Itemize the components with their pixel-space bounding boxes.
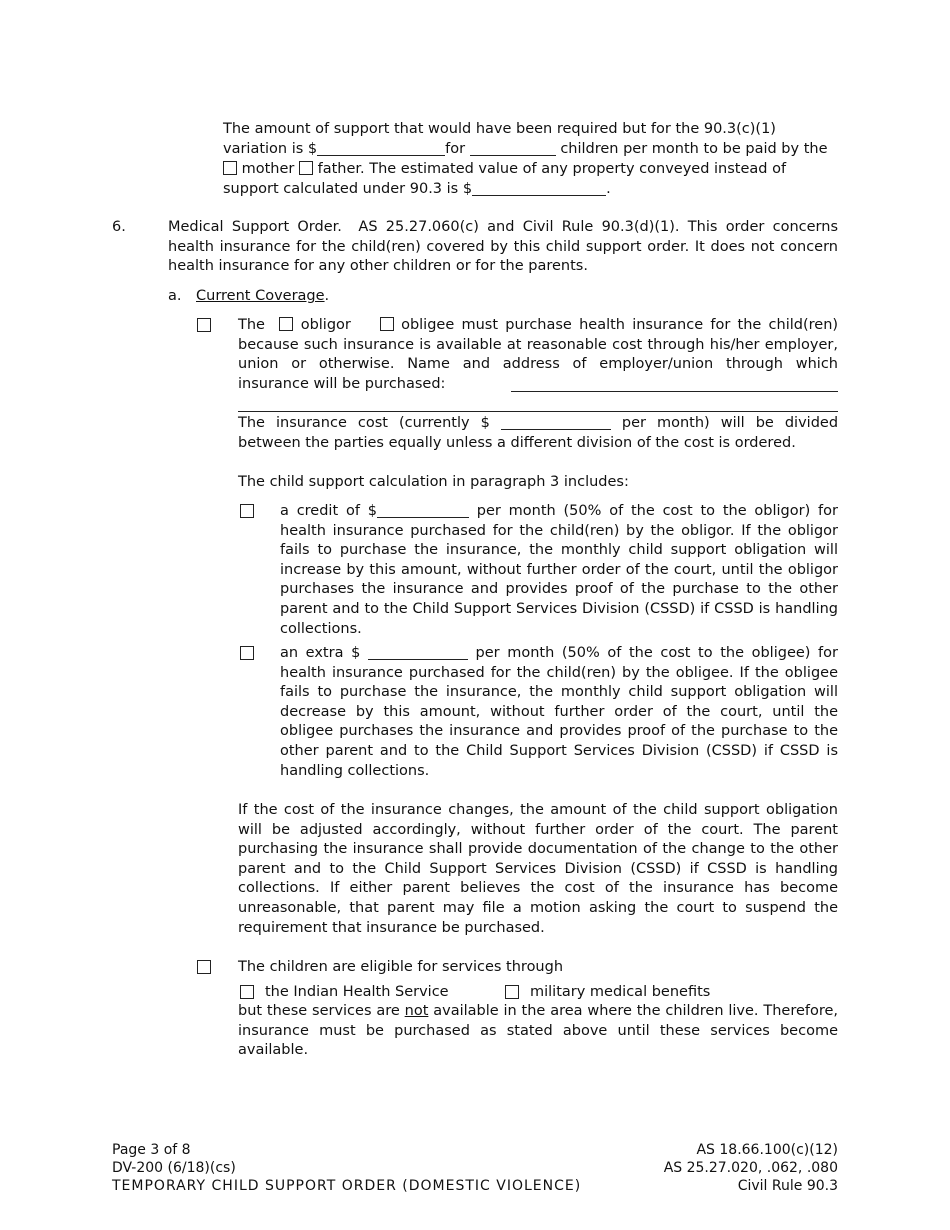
variation-line-2 bbox=[223, 140, 828, 160]
footer-ref-2: AS 25.27.020, .062, .080 bbox=[663, 1160, 838, 1176]
variation-children-label: children per month to be paid by the bbox=[560, 141, 828, 157]
subsection-title bbox=[196, 287, 329, 307]
ihs-checkbox[interactable] bbox=[240, 985, 254, 999]
military-checkbox[interactable] bbox=[505, 985, 519, 999]
credit-text: per month (50% of the cost to the obligor) for health insurance purchased for the child(ren) by the obligor. If the obligor fails to purchase the insurance, the monthly child support obligation will increase by this amount, without further order of the court, until the obligor purchases the insurance and provides proof of the purchase to the other parent and to the Child Support Services Division (CSSD) if CSSD is handling collections. bbox=[280, 503, 838, 637]
extra-paragraph bbox=[280, 644, 838, 781]
extra-checkbox[interactable] bbox=[240, 646, 254, 660]
credit-label: a credit of $ bbox=[280, 503, 377, 519]
eligible-rest-a: but these services are bbox=[238, 1003, 400, 1019]
mother-label: mother bbox=[241, 161, 295, 177]
period: . bbox=[606, 181, 611, 197]
footer-ref-1: AS 18.66.100(c)(12) bbox=[696, 1142, 838, 1158]
footer-title: TEMPORARY CHILD SUPPORT ORDER (DOMESTIC VIOLENCE) bbox=[112, 1178, 582, 1194]
insurance-cost-field[interactable] bbox=[501, 414, 611, 430]
variation-line-3 bbox=[223, 160, 786, 180]
variation-line-4 bbox=[223, 180, 611, 200]
current-coverage-title: Current Coverage bbox=[196, 288, 325, 304]
section-6-paragraph bbox=[168, 218, 838, 277]
obligor-checkbox[interactable] bbox=[279, 317, 293, 331]
father-checkbox[interactable] bbox=[299, 161, 313, 175]
extra-label: an extra $ bbox=[280, 645, 361, 661]
variation-line-1: The amount of support that would have been required but for the 90.3(c)(1) bbox=[223, 121, 776, 137]
section-text: AS 25.27.060(c) and Civil Rule 90.3(d)(1). This order concerns health insurance for the child(ren) covered by this child support order. It does not concern health insurance for any other children or for the parents. bbox=[168, 219, 838, 275]
obligor-label: obligor bbox=[300, 317, 351, 333]
variation-for-label: for bbox=[445, 141, 466, 157]
cost-change-paragraph: If the cost of the insurance changes, the amount of the child support obligation will be adjusted accordingly, without further order of the court. The parent purchasing the insurance shall provide documentation of the change to the other parent and to the Child Support Services Division (CSSD) if CSSD is handling collections. If either parent believes the cost of the insurance has become unreasonable, that parent may file a motion asking the court to suspend the requirement that insurance be purchased. bbox=[238, 802, 838, 936]
eligible-rest-paragraph bbox=[238, 1002, 838, 1061]
the-label: The bbox=[238, 317, 265, 333]
employer-name-field[interactable] bbox=[511, 391, 838, 392]
insurance-cost-text: per month) will be divided between the parties equally unless a different division of the cost is ordered. bbox=[238, 415, 839, 451]
obligee-purchase-text: obligee must purchase health insurance for the child(ren) because such insurance is available at reasonable cost through his/her employer, union or otherwise. Name and address of employer/union through which insurance will be purchased: bbox=[238, 317, 839, 392]
subsection-letter: a. bbox=[168, 288, 182, 304]
eligible-intro: The children are eligible for services through bbox=[238, 959, 564, 975]
title-period: . bbox=[324, 288, 330, 304]
purchase-insurance-checkbox[interactable] bbox=[197, 318, 211, 332]
obligee-checkbox[interactable] bbox=[380, 317, 394, 331]
variation-amount-field[interactable] bbox=[317, 140, 445, 156]
variation-amount-label: variation is $ bbox=[223, 141, 318, 157]
section-number: 6. bbox=[112, 219, 126, 235]
father-label: father. The estimated value of any property conveyed instead of bbox=[317, 161, 787, 177]
mother-checkbox[interactable] bbox=[223, 161, 237, 175]
section-heading: Medical Support Order. bbox=[168, 219, 342, 235]
footer-form: DV-200 (6/18)(cs) bbox=[112, 1160, 236, 1176]
credit-amount-field[interactable] bbox=[377, 502, 469, 518]
credit-paragraph bbox=[280, 502, 838, 639]
eligible-services-checkbox[interactable] bbox=[197, 960, 211, 974]
military-label: military medical benefits bbox=[530, 984, 711, 1000]
property-value-field[interactable] bbox=[472, 180, 606, 196]
extra-text: per month (50% of the cost to the obligee) for health insurance purchased for the child(ren) by the obligee. If the obligee fails to purchase the insurance, the monthly child support obligation will decrease by this amount, without further order of the court, until the obligee purchases the insurance and provides proof of the purchase to the other parent and to the Child Support Services Division (CSSD) if CSSD is handling collections. bbox=[280, 645, 838, 779]
footer-page: Page 3 of 8 bbox=[112, 1142, 191, 1158]
credit-checkbox[interactable] bbox=[240, 504, 254, 518]
insurance-cost-label: The insurance cost (currently $ bbox=[238, 415, 490, 431]
property-value-label: support calculated under 90.3 is $ bbox=[223, 181, 473, 197]
extra-amount-field[interactable] bbox=[368, 644, 468, 660]
calc-intro: The child support calculation in paragraph 3 includes: bbox=[238, 474, 629, 490]
variation-children-field[interactable] bbox=[470, 140, 556, 156]
ihs-label: the Indian Health Service bbox=[265, 984, 449, 1000]
footer-ref-3: Civil Rule 90.3 bbox=[737, 1178, 838, 1194]
insurance-cost-paragraph bbox=[238, 414, 838, 453]
not-emphasis: not bbox=[404, 1003, 429, 1019]
purchase-paragraph bbox=[238, 316, 838, 394]
employer-address-field[interactable] bbox=[238, 411, 838, 412]
eligible-rest-b: available in the area where the children live. Therefore, insurance must be purchased as stated above until these services become available. bbox=[238, 1003, 839, 1059]
